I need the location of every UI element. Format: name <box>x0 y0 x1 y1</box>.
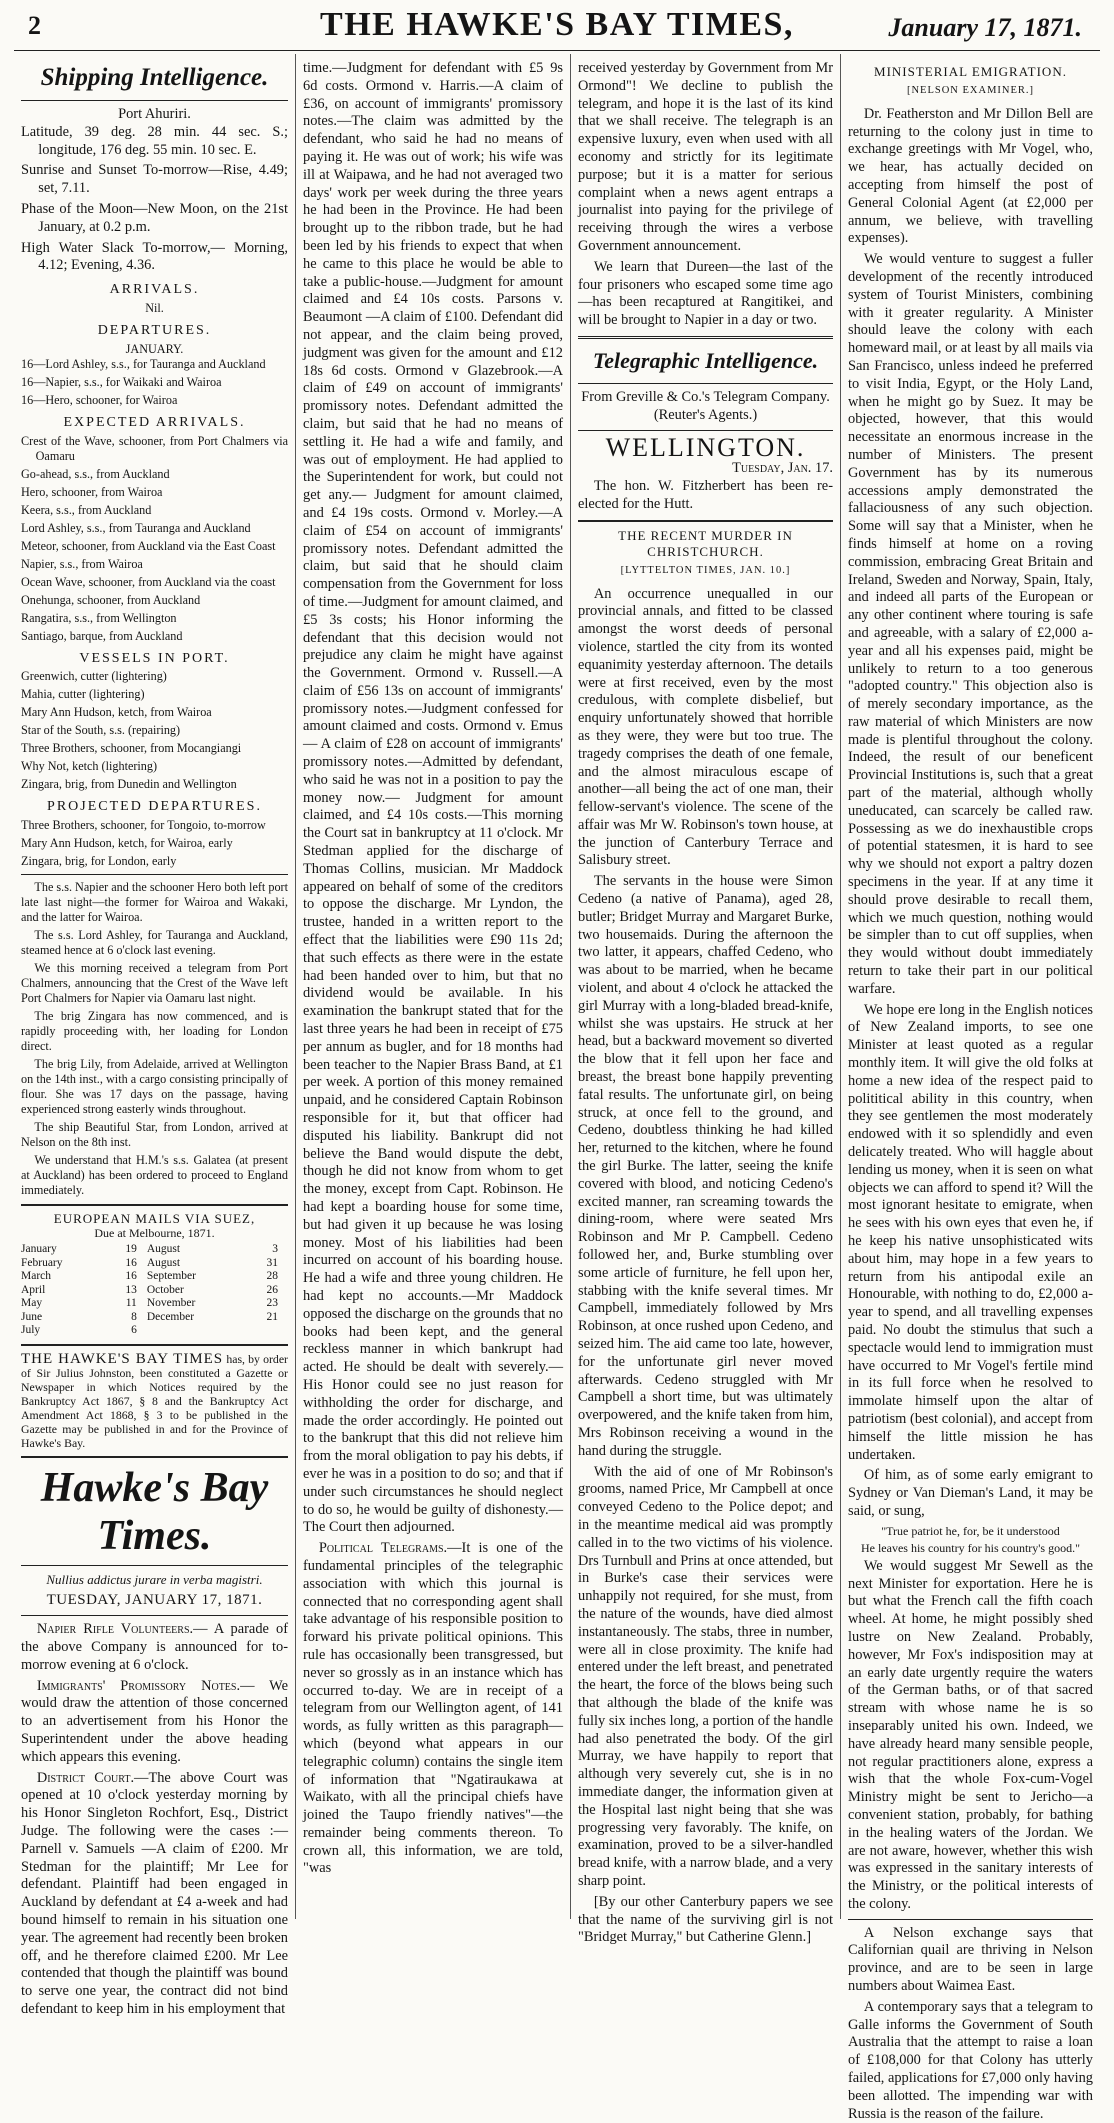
sunrise-sunset: Sunrise and Sunset To-morrow—Rise, 4.49; set, 7.11. <box>21 162 288 197</box>
mail-month: June <box>21 1310 43 1323</box>
divider <box>578 430 833 431</box>
mail-month: May <box>21 1297 43 1310</box>
article-text: — A parade of the above Company is announced for to-morrow evening at 6 o'clock. <box>21 1621 289 1673</box>
murder-paragraph: [By our other Canterbury papers we see that the name of the surviving girl is not "Bridget Murray," but Catherine Glenn.] <box>578 1893 833 1946</box>
mail-month: September <box>146 1270 196 1283</box>
mail-day: 6 <box>131 1324 137 1337</box>
murder-paragraph: An occurrence unequalled in our provincial annals, and fitted to be classed amongst the worst deeds of personal violence, startled the city from its wonted equanimity yesterday afternoon. The details were at first received, even by the most credulous, with complete disbelief, but enquiry unfortunately showed that horrible as they were, they were but too true. The tragedy comprises the death of one female, and the almost miraculous escape of another—all being the act of one man, their fellow-servant's violence. The scene of the affair was Mr W. Robinson's town house, at the junction of Canterbury Terrace and Salisbury street. <box>578 585 833 869</box>
mail-day: 8 <box>131 1310 137 1323</box>
expected-item: Onehunga, schooner, from Auckland <box>21 592 201 607</box>
mail-day <box>245 1324 288 1338</box>
expected-heading: EXPECTED ARRIVALS. <box>63 414 246 430</box>
mail-month: December <box>146 1310 195 1323</box>
gazette-notice <box>21 1352 288 1450</box>
vessels-heading: VESSELS IN PORT. <box>79 650 230 666</box>
notice-body: has, by order of Sir Julius Johnston, been constituted a Gazette or Newspaper in which Notices required by the Bankruptcy Act 1867, § 8 and the Bankruptcy Act Amendment Act 1868, § 3 to be published in the Gazette may be published in and for the Province of Hawke's Bay. <box>21 1351 288 1450</box>
expected-item: Napier, s.s., from Wairoa <box>21 556 143 571</box>
table-row <box>21 1257 288 1271</box>
shipping-news-item: We this morning received a telegram from Port Chalmers, announcing that the Crest of the Wave left Port Chalmers for Napier via Oamaru last night. <box>21 961 288 1006</box>
expected-item: Go-ahead, s.s., from Auckland <box>21 466 170 481</box>
vessel-item: Zingara, brig, from Dunedin and Wellington <box>21 777 237 792</box>
wellington-heading: WELLINGTON. <box>605 432 806 462</box>
expected-item: Meteor, schooner, from Auckland via the East Coast <box>21 538 276 553</box>
article-loan: A contemporary says that a telegram to Galle informs the Government of South Australia that the attempt to raise a loan of £108,000 for that Colony has utterly failed, applications for £7,000 only having been allotted. The impending war with Russia is the reason of the failure. <box>848 1998 1093 2122</box>
mail-month <box>147 1324 245 1338</box>
divider <box>848 1919 1093 1920</box>
divider <box>21 1615 288 1616</box>
wellington-news: The hon. W. Fitzherbert has been re-elected for the Hutt. <box>578 478 833 512</box>
shipping-news-item: We understand that H.M.'s s.s. Galatea (at present at Auckland) has been ordered to proceed to England immediately. <box>21 1153 288 1198</box>
shipping-news-item: The ship Beautiful Star, from London, arrived at Nelson on the 8th inst. <box>21 1120 288 1150</box>
table-row <box>21 1270 288 1284</box>
page-number: 2 <box>28 11 41 40</box>
mail-month: March <box>21 1270 52 1283</box>
mail-month: August <box>146 1243 181 1256</box>
wellington-date: Tuesday, Jan. 17. <box>732 460 833 477</box>
arrivals-heading: ARRIVALS. <box>109 282 200 298</box>
shipping-news-item: The s.s. Napier and the schooner Hero both left port late last night—the former for Wairoa and Wakaki, and the latter for Wairoa. <box>21 880 288 925</box>
shipping-news-item: The s.s. Lord Ashley, for Tauranga and Auckland, steamed hence at 6 o'clock last evening. <box>21 928 288 958</box>
newspaper-title: THE HAWKE'S BAY TIMES, <box>320 6 794 43</box>
article-label: Political Telegrams. <box>318 1540 448 1557</box>
emigration-title: MINISTERIAL EMIGRATION. <box>874 64 1067 79</box>
table-row <box>21 1284 288 1298</box>
telegraphic-agents: (Reuter's Agents.) <box>653 406 758 423</box>
article-label: Immigrants' Promissory Notes. <box>36 1677 241 1694</box>
departure-item: 16—Hero, schooner, for Wairoa <box>21 392 178 407</box>
mail-day: 16 <box>125 1270 137 1283</box>
emigration-paragraph: Dr. Featherston and Mr Dillon Bell are returning to the colony just in time to exchange greetings with Mr Vogel, who, we hear, has actually decided on accepting from himself the post of General Colonial Agent (at £2,000 per annum, we believe, with travelling expenses). <box>848 105 1093 247</box>
expected-item: Lord Ashley, s.s., from Tauranga and Auckland <box>21 520 251 535</box>
divider <box>21 874 288 875</box>
mail-day: 23 <box>266 1297 278 1310</box>
expected-item: Rangatira, s.s., from Wellington <box>21 610 177 625</box>
column-3 <box>571 54 841 1946</box>
article-text: —It is one of the fundamental principles of the telegraphic association with which this journal is connected that no corresponding agent shall take advantage of his responsible position to forward his private political opinions. This rule has occasionally been transgressed, but never so grossly as in an instance which has occurred to-day. We are in receipt of a telegram from our Wellington agent, of 141 words, as fully written as this paragraph—which (beyond what appears in our telegraphic column) contains the single item of information that "Ngatiraukawa at Waikato, with all the principal chiefs have joined the Taupo friendly natives"—the remainder being comments thereon. To crown all, this information, we are told, "was <box>303 1540 563 1877</box>
article-text: —The above Court was opened at 10 o'clock yesterday morning by his Honor Singleton Rochfort, Esq., District Judge. The following were the cases :— Parnell v. Samuels —A claim of £200. Mr Stedman for the plaintiff; Mr Lee for defendant. Plaintiff had been engaged in Auckland by defendant at £4 a-week and had bound himself to remain in his situation one year. The agreement had recently been broken off, and he therefore claimed £200. Mr Lee contended that though the plaintiff was bound to serve one year, the contract did not bind defendant to keep him in his employment that <box>21 1769 288 2017</box>
table-row <box>21 1243 288 1257</box>
column-4 <box>841 54 1100 2122</box>
shipping-news-item: The brig Zingara has now commenced, and is rapidly proceeding with, her loading for London direct. <box>21 1009 288 1054</box>
masthead <box>14 0 1100 51</box>
telegraphic-source: From Greville & Co.'s Telegram Company. <box>581 388 830 405</box>
table-row <box>21 1311 288 1325</box>
table-row <box>21 1297 288 1311</box>
murder-title: THE RECENT MURDER IN CHRISTCHURCH. <box>618 527 793 559</box>
mail-day: 13 <box>125 1283 137 1296</box>
mail-month: February <box>21 1256 63 1269</box>
divider <box>578 383 833 384</box>
vessel-item: Why Not, ketch (lightering) <box>21 759 158 774</box>
district-court-continued: time.—Judgment for defendant with £5 9s 6d costs. Ormond v. Harris.—A claim of £36, on account of immigrants' promissory notes.—The claim was admitted by the defendant, who said he had no means of paying it. He was out of work; his wife was ill at Waipawa, and he had not averaged two days' work per week during the three years he had been in the Province. He had been brought up to the ribbon trade, but he had been led by his friends to expect that when he came to this place he would be able to take a public-house.—Judgment for amount claimed and £4 10s costs. Parsons v. Beaumont —A claim of £100. Defendant did not appear, and the claim being proved, judgment was given for the amount and £12 18s 6d costs. Ormond v Glazebrook.—A claim of £49 on account of immigrants' promissory notes. Defendant admitted the claim, but said that he had no means of settling it. He had a wife and family, and was out of employment. He had applied to the Superintendent for work, but could not get any.— Judgment for amount claimed, and £4 19s costs. Ormond v. Morley.—A claim of £54 on account of immigrants' promissory notes. Defendant admitted the claim, but said that he should claim compensation from the Government for loss of time.—Judgment for amount claimed, and £5 3s costs; his Honor informing the defendant that this decision would not prejudice any claim he might have against the Government. Ormond v. Russell.—A claim of £56 13s on account of immigrants' promissory notes.—Judgment confessed for amount claimed and costs. Ormond v. Emus— A claim of £28 on account of immigrants' promissory notes.—Admitted by defendant, who said he was not in a position to pay the money now.— Judgment for amount claimed, and £4 10s costs.—This morning the Court sat in bankruptcy at 11 o'clock. Mr Stedman applied for the discharge of Thomas Collins, musician. Mr Maddock appeared on behalf of some of the creditors to oppose the discharge. Mr Lyndon, the trustee, handed in a written report to the effect that the liabilities were £90 11s 2d; that such effects as there were in the estate had been handed over to him, but that no dividend would be available. In his examination the bankrupt stated that for the last three years he had been in receipt of £75 per annum as bugler, and for 18 months had been teacher to the Napier Brass Band, at £1 per week. A portion of this money remained unpaid, and he considered Captain Robinson responsible for it, but that officer had disputed his liability. Bankrupt did not believe the Band would dispute the debt, though he did not know from whom to get the money, except from Capt. Robinson. He had kept a boarding house for some time, but had given it up because he was losing money. Most of his liabilities had been incurred on account of his boarding house. He had a wife and three young children. He had kept no accounts.—Mr Maddock opposed the discharge on the grounds that no books had been kept, and the general reckless manner in which bankrupt had acted. He should be dealt with severely.—His Honor could see no just reason for withholding the order for discharge, and made the order accordingly. He pointed out to the bankrupt that this did not relieve him from the moral obligation to pay his debts, if ever he was in a position to do so; and that if under such circumstances he should neglect to do so, he would be guilty of dishonesty.— The Court then adjourned. <box>303 60 563 1536</box>
telegraphic-heading: Telegraphic Intelligence. <box>592 347 819 373</box>
mail-month: April <box>21 1283 46 1296</box>
european-mails <box>21 1212 288 1338</box>
divider <box>21 1344 288 1346</box>
article-district-court <box>21 1770 288 2019</box>
vessel-item: Greenwich, cutter (lightering) <box>21 669 167 684</box>
mail-month: November <box>146 1297 196 1310</box>
columns <box>14 54 1100 2122</box>
mail-month: July <box>21 1324 41 1337</box>
expected-item: Keera, s.s., from Auckland <box>21 502 152 517</box>
divider <box>21 1565 288 1566</box>
expected-item: Crest of the Wave, schooner, from Port Chalmers via Oamaru <box>21 433 288 463</box>
projected-item: Three Brothers, schooner, for Tongoio, to-morrow <box>21 818 266 833</box>
article-rifle-volunteers <box>21 1621 288 1674</box>
notice-heading: THE HAWKE'S BAY TIMES <box>21 1350 224 1367</box>
article-text: — We would draw the attention of those concerned to an advertisement from his Honor the Superintendent under the above heading which appears this evening. <box>21 1677 288 1765</box>
motto: Nullius addictus jurare in verba magistri. <box>46 1571 263 1587</box>
projected-item: Mary Ann Hudson, ketch, for Wairoa, early <box>21 836 233 851</box>
paper-title: Hawke's Bay Times. <box>40 1464 269 1559</box>
departures-month: JANUARY. <box>125 341 184 356</box>
arrivals-nil: Nil. <box>145 300 164 315</box>
mails-table <box>21 1243 288 1338</box>
shipping-news-item: The brig Lily, from Adelaide, arrived at Wellington on the 14th inst., with a cargo consisting principally of flour. She was 17 days on the passage, having experienced strong easterly winds throughout. <box>21 1057 288 1117</box>
mail-day: 19 <box>125 1243 137 1256</box>
moon-phase: Phase of the Moon—New Moon, on the 21st January, at 0.2 p.m. <box>21 200 288 235</box>
departure-item: 16—Napier, s.s., for Waikaki and Wairoa <box>21 374 222 389</box>
emigration-paragraph: Of him, as of some early emigrant to Sydney or Van Dieman's Land, it may be said, or sung, <box>848 1467 1093 1519</box>
article-label: Napier Rifle Volunteers. <box>36 1621 194 1638</box>
expected-item: Santiago, barque, from Auckland <box>21 628 183 643</box>
departures-heading: DEPARTURES. <box>97 322 212 338</box>
port-position: Latitude, 39 deg. 28 min. 44 sec. S.; longitude, 176 deg. 55 min. 10 sec. E. <box>21 123 288 158</box>
divider <box>578 336 833 339</box>
vessel-item: Three Brothers, schooner, from Mocangiangi <box>21 741 242 756</box>
mail-month: August <box>146 1256 181 1269</box>
article-political-telegrams <box>303 1540 563 1878</box>
mails-subheading: Due at Melbourne, 1871. <box>94 1226 215 1241</box>
expected-item: Hero, schooner, from Wairoa <box>21 484 163 499</box>
dateline: TUESDAY, JANUARY 17, 1871. <box>46 1592 263 1609</box>
high-water: High Water Slack To-morrow,— Morning, 4.12; Evening, 4.36. <box>21 239 288 274</box>
article-label: District Court. <box>36 1769 135 1786</box>
projected-item: Zingara, brig, for London, early <box>21 854 177 869</box>
column-1 <box>14 54 296 2017</box>
mail-day: 3 <box>272 1243 278 1256</box>
expected-item: Ocean Wave, schooner, from Auckland via the coast <box>21 574 276 589</box>
port-name: Port Ahuriri. <box>118 106 191 122</box>
mail-month: October <box>146 1283 184 1296</box>
article-promissory-notes <box>21 1678 288 1767</box>
article-dureen: We learn that Dureen—the last of the four prisoners who escaped some time ago—has been recaptured at Rangitikei, and will be brought to Napier in a day or two. <box>578 258 833 329</box>
mail-day: 11 <box>125 1297 137 1310</box>
divider <box>21 100 288 101</box>
departure-item: 16—Lord Ashley, s.s., for Tauranga and Auckland <box>21 356 266 371</box>
emigration-paragraph: We hope ere long in the English notices of New Zealand imports, to see one Minister at least quoted as a regular monthly item. It will give the old folks at home a new idea of the respect paid to polititical ability in this country, when they see gentlemen the most moderately endowed with it so splendidly and even delicately treated. Who will haggle about lending us money, when it is seen on what objects we can afford to spend it? Will the most ignorant hesitate to emigrate, when he sees with his own eyes that even he, if he keep his native unsophisticated wits about him, may hope in a few years to return from his antipodal exile an Honourable, with nothing to do, £2,000 a-year to spend, and all travelling expenses paid. No doubt the stimulus that such a spectacle would lend to immigration must have occurred to Mr Vogel's fertile mind in its full force when he resolved to immolate himself upon the altar of patriotism (best colonial), and accept from himself the little mission he has undertaken. <box>848 1001 1093 1463</box>
divider <box>21 1456 288 1458</box>
mail-day: 16 <box>125 1256 137 1269</box>
article-quail: A Nelson exchange says that Californian quail are thriving in Nelson province, and are to be seen in large numbers about Waimea East. <box>848 1924 1093 1995</box>
quote-line: "True patriot he, for, be it understood <box>881 1523 1060 1538</box>
projected-heading: PROJECTED DEPARTURES. <box>47 799 262 815</box>
mail-month: January <box>21 1243 57 1256</box>
emigration-credit: [NELSON EXAMINER.] <box>906 85 1035 96</box>
divider <box>21 1204 288 1206</box>
mail-day: 21 <box>266 1310 278 1323</box>
issue-date: January 17, 1871. <box>888 13 1082 42</box>
vessel-item: Mahia, cutter (lightering) <box>21 687 145 702</box>
emigration-paragraph: We would venture to suggest a fuller development of the recently introduced system of Tourist Ministers, combining with it greater regularity. A Minister should leave the colony with each homeward mail, or at least by all mails via San Francisco, unless indeed he preferred to visit India, Egypt, or the Holy Land, when he might go by Suez. It may be objected, however, that this would necessitate an enormous increase in the number of Ministers. The present Government has by its numerous accessions amply demonstrated the fallaciousness of any such objection. Some will say that a Minister, when he finds himself at home on a roving commission, embracing Great Britain and Ireland, Sweden and Norway, Spain, Italy, and indeed all parts of the European or any other continent where touring is safe and agreeable, with a salary of £2,000 a-year and all his expenses paid, might be unlikely to return to a too generous "adopted country." This objection also is of merely secondary importance, as the raw material of which Ministers are now made is plentiful throughout the colony. Indeed, the result of our beneficent Provincial Institutions is, such that a great part of the material, although wholly uneducated, can scarcely be called raw. Possessing as we do inexhaustible crops of potential statesmen, it is hard to see why we should not export a paltry dozen specimens in the year. If at any time it should prove desirable to recall them, which we much question, nothing would be simpler than to cut off supplies, when they would without doubt immediately return to take their part in our political warfare. <box>848 251 1093 997</box>
murder-paragraph: The servants in the house were Simon Cedeno (a native of Panama), aged 28, butler; Bridget Murray and Margaret Burke, two housemaids. During the afternoon the two latter, it appears, chaffed Cedeno, who was about to be married, when he became violent, and about 4 o'clock he attacked the girl Murray with a long-bladed bread-knife, whilst she was upstairs. He struck at her head, but a backward movement so diverted the blow that it fell upon her face and breast, the breast bone happily preventing fatal results. The unfortunate girl, on being struck, at once fell to the ground, and Cedeno, doubtless thinking he had killed her, returned to the kitchen, where he found the girl Burke. The latter, seeing the knife covered with blood, and noticing Cedeno's excited manner, ran screaming towards the dining-room, where were seated Mrs Robinson and Mr P. Campbell. Cedeno followed her, and, Burke stumbling over some article of furniture, he fell upon her, stabbing with the knife several times. Mr Campbell, immediately followed by Mrs Robinson, at once rushed upon Cedeno, and seized him. The aid came too late, however, for the unfortunate girl never moved afterwards. Cedeno struggled with Mr Campbell a short time, but was ultimately overpowered, and the knife taken from him, Mrs Robinson receiving a wound in the hand during the struggle. <box>578 873 833 1459</box>
emigration-paragraph: We would suggest Mr Sewell as the next Minister for exportation. Here he is but what the French call the fifth coach wheel. At home, he might possibly shed lustre on New Zealand. Probably, however, Mr Fox's indisposition may at an early date urgently require the waters of the German baths, or of that sacred stream with whose name he is so inseparably united his own. Indeed, we have already heard many sensible people, not regular practitioners alone, express a wish that the whole Fox-cum-Vogel Ministry might be sent to Jericho—a convenient station, probably, for bathing in the healing waters of the Jordan. We are not aware, however, whether this wish was expressed in the sanitary interests of the Ministry, or the political interests of the colony. <box>848 1557 1093 1912</box>
divider <box>578 520 833 522</box>
mail-day: 28 <box>266 1270 278 1283</box>
table-row <box>21 1324 288 1338</box>
mails-heading: EUROPEAN MAILS VIA SUEZ, <box>53 1211 256 1227</box>
quote-line: He leaves his country for his country's good." <box>860 1540 1081 1555</box>
column-2 <box>296 54 571 1919</box>
vessel-item: Star of the South, s.s. (repairing) <box>21 723 181 738</box>
vessel-item: Mary Ann Hudson, ketch, from Wairoa <box>21 705 212 720</box>
murder-credit: [LYTTELTON TIMES, JAN. 10.] <box>620 564 791 576</box>
mail-day: 31 <box>266 1256 278 1269</box>
mail-day: 26 <box>266 1283 278 1296</box>
political-telegrams-continued: received yesterday by Government from Mr Ormond"! We decline to publish the telegram, and hope it is the last of its kind that we shall receive. The telegraph is an expensive luxury, even when used with all economy and strictly for its legitimate purpose; but it is a matter for serious complaint when a news agent entraps a journalist into paying for the privilege of receiving through the wires a verbose Government announcement. <box>578 60 833 254</box>
shipping-heading: Shipping Intelligence. <box>40 64 269 91</box>
murder-paragraph: With the aid of one of Mr Robinson's grooms, named Price, Mr Campbell at once conveyed Cedeno to the Police depot; and in the meantime medical aid was promptly called in to the two victims of his violence. Drs Turnbull and Prins at once attended, but in Burke's case their services were unhappily not required, for she must, from the nature of the wounds, have died almost instantaneously. The stabs, three in number, were all in close proximity. The knife had entered under the left breast, and penetrated the heart, the force of the blows being such that although the blade of the knife was fully six inches long, a portion of the handle had also penetrated the body. Of the girl Murray, we have happily to report that although very severely cut, she is in no immediate danger, the information given at the Hospital last night being that she was progressing very favorably. The knife, on examination, proved to be a silver-handled bread knife, with a narrow blade, and a very sharp point. <box>578 1463 833 1889</box>
